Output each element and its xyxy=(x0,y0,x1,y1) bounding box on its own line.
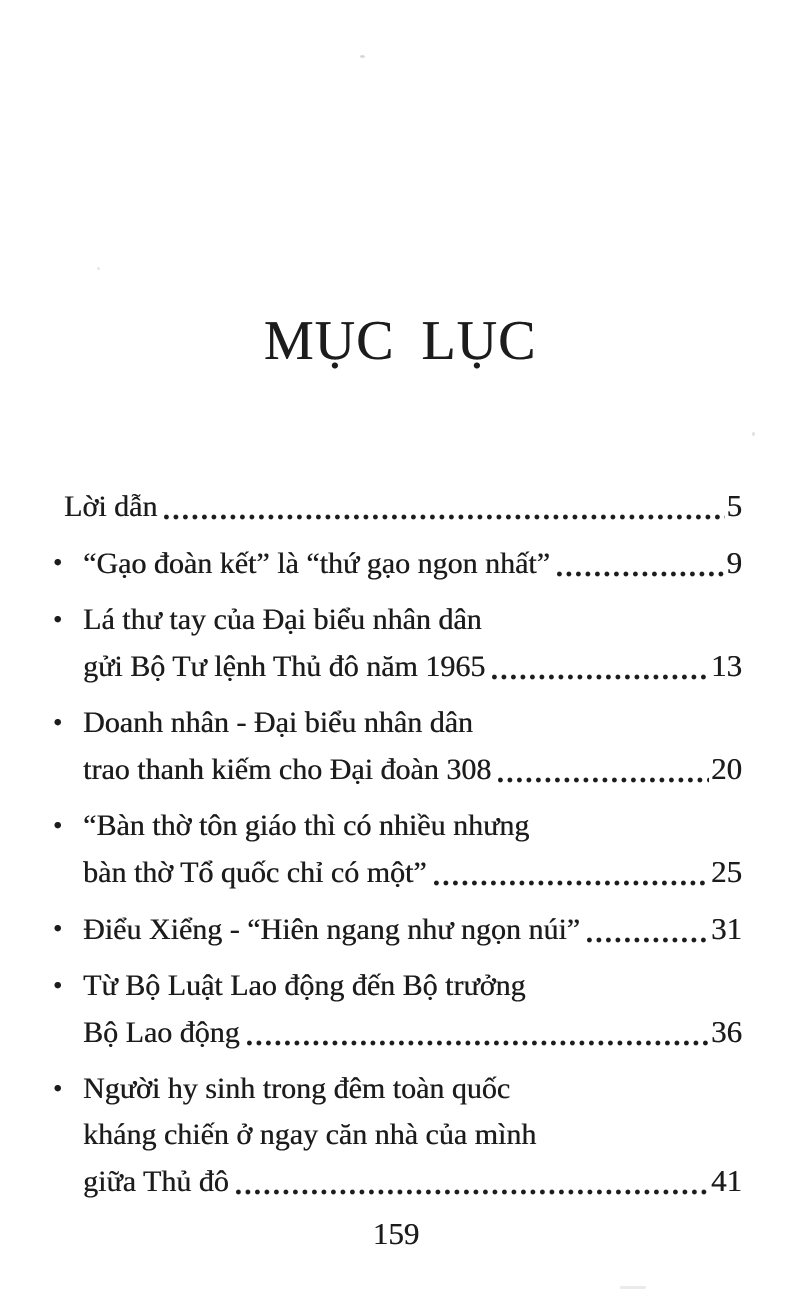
dot-leader xyxy=(587,937,709,943)
toc-entry-page-number: 13 xyxy=(711,647,742,683)
toc-entry xyxy=(53,963,742,1056)
toc-entry-line xyxy=(83,700,742,746)
toc-entry-title: Người hy sinh trong đêm toàn quốc xyxy=(83,1071,511,1105)
toc-entry xyxy=(53,700,742,793)
toc-entry-page-number: 31 xyxy=(711,910,742,946)
toc-entry-title: Lá thư tay của Đại biểu nhân dân xyxy=(83,602,482,636)
toc-entry-line xyxy=(83,803,742,849)
toc-entry-page-number: 41 xyxy=(711,1162,742,1198)
toc-entry-line xyxy=(83,746,742,793)
dot-leader xyxy=(492,674,709,680)
bullet-icon: • xyxy=(53,547,63,577)
bullet-icon: • xyxy=(53,1073,63,1103)
toc-entry-title: Điểu Xiểng - “Hiên ngang như ngọn núi” xyxy=(83,912,580,946)
toc-entry-title: Doanh nhân - Đại biểu nhân dân xyxy=(83,705,473,739)
bullet-icon: • xyxy=(53,913,63,943)
dot-leader xyxy=(236,1189,709,1195)
toc-entry-title: trao thanh kiếm cho Đại đoàn 308 xyxy=(83,752,492,786)
toc-entry-line xyxy=(83,643,742,690)
toc-entry xyxy=(53,906,742,953)
bullet-icon: • xyxy=(53,970,63,1000)
dot-leader xyxy=(498,777,709,783)
toc-entry-body xyxy=(83,906,742,953)
dot-leader xyxy=(247,1040,709,1046)
toc-entry-line xyxy=(83,1009,742,1056)
toc-entry-line xyxy=(83,1066,742,1112)
toc-entry-title: “Gạo đoàn kết” là “thứ gạo ngon nhất” xyxy=(83,546,550,580)
toc-entry-body xyxy=(83,540,742,587)
bullet-icon: • xyxy=(53,810,63,840)
toc-entry-line xyxy=(83,906,742,953)
bullet-icon: • xyxy=(53,604,63,634)
toc-entry-page-number: 20 xyxy=(711,750,742,786)
toc-entry-title: bàn thờ Tổ quốc chỉ có một” xyxy=(83,855,427,889)
toc-entry-title: Từ Bộ Luật Lao động đến Bộ trưởng xyxy=(83,968,526,1002)
dot-leader xyxy=(164,514,724,520)
scan-speck xyxy=(360,55,365,58)
toc-entry-page-number: 36 xyxy=(711,1013,742,1049)
toc-entry-page-number: 9 xyxy=(726,544,742,580)
toc-entry-title: giữa Thủ đô xyxy=(83,1164,229,1198)
dot-leader xyxy=(557,571,725,577)
scan-speck xyxy=(97,267,100,270)
toc-entry xyxy=(53,540,742,587)
toc-entry xyxy=(53,1066,742,1205)
toc-list xyxy=(0,483,800,1205)
toc-entry xyxy=(53,483,742,530)
toc-entry-title: Bộ Lao động xyxy=(83,1015,240,1049)
dot-leader xyxy=(434,880,709,886)
toc-entry-body xyxy=(83,803,742,896)
toc-entry-line xyxy=(83,963,742,1009)
toc-entry-line xyxy=(83,1158,742,1205)
page-title: MỤC LỤC xyxy=(263,310,537,372)
toc-entry-title: gửi Bộ Tư lệnh Thủ đô năm 1965 xyxy=(83,649,486,683)
toc-entry-body xyxy=(83,700,742,793)
toc-entry-line xyxy=(83,1112,742,1158)
toc-entry-line xyxy=(64,483,742,530)
toc-entry xyxy=(53,803,742,896)
toc-entry-page-number: 5 xyxy=(726,487,742,523)
toc-entry-title: kháng chiến ở ngay căn nhà của mình xyxy=(83,1117,537,1151)
toc-entry-title: Lời dẫn xyxy=(64,489,158,523)
toc-entry xyxy=(53,597,742,690)
toc-entry-line xyxy=(83,540,742,587)
toc-entry-body xyxy=(83,963,742,1056)
toc-entry-body xyxy=(64,483,742,530)
scan-speck xyxy=(752,432,755,436)
bullet-icon: • xyxy=(53,707,63,737)
toc-entry-body xyxy=(83,597,742,690)
toc-entry-page-number: 25 xyxy=(711,853,742,889)
toc-entry-body xyxy=(83,1066,742,1205)
toc-entry-line xyxy=(83,849,742,896)
scan-speck xyxy=(620,1286,646,1289)
toc-entry-line xyxy=(83,597,742,643)
folio-page-number: 159 xyxy=(372,1215,420,1251)
toc-entry-title: “Bàn thờ tôn giáo thì có nhiều nhưng xyxy=(83,808,530,842)
